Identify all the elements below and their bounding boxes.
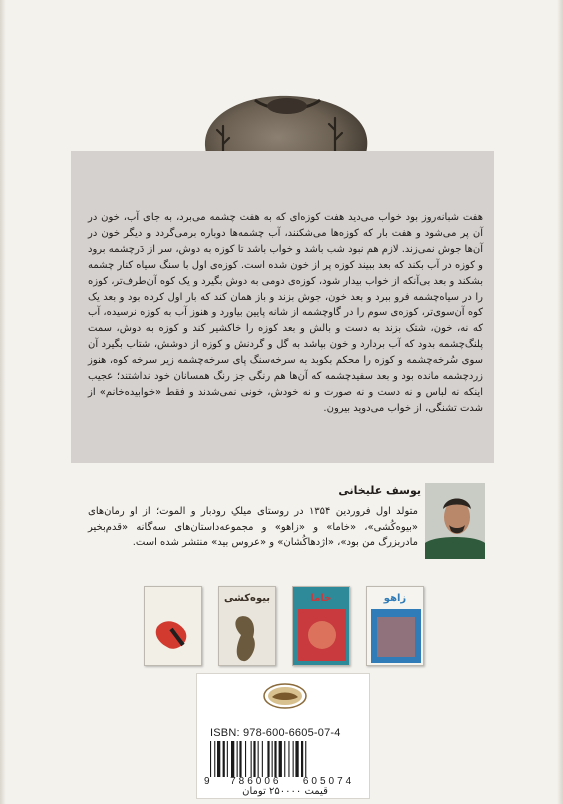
book-title-1: زاهو bbox=[383, 593, 407, 604]
cover-edge-left bbox=[0, 0, 6, 804]
book-title-2: خاما bbox=[310, 593, 332, 604]
author-photo bbox=[425, 483, 485, 559]
synopsis-text: هفت شبانه‌روز بود خواب می‌دید هفت کوزه‌ای که به هفت چشمه می‌برد، به جای آب، خون در آن پر می‌شود و هفت بار که کوزه‌ها می‌شکنند، آب چشمه‌ها دوباره برمی‌گردد و دیگر خون در آن‌ها جوش نمی‌زند. لازم هم نبود شب باشد و خواب باشد تا کوزه به دوش، سر از دَرچشمه برود و کوزه در آب بکند که بعد ببیند کوزه پر از خون شده است. کوزه‌ی اول با سنگ سیاه کنار چشمه بشکند و بعد بی‌آنکه از خواب بیدار شود، کوزه‌ی دومی به دوش بگیرد و یک کوه آن‌طرف‌تر، کوزه را در سیاه‌چشمه فرو ببرد و بعد خون، جوش بزند و باز همان کند که بار اول کرده بود و بعد یک کوه آن‌سوی‌تر، کوزه‌ی سوم را در گاوچشمه از شانه پایین بیاورد و هنوز آب به کوزه نرسیده، آب که نه، خون، شتک بزند به دست و بالش و بعد کوزه را خاکشیر کند و کوزه به دوش، سمت پلنگ‌چشمه بدود که آب بردارد و خون بپاشد به گل و گردنش و کوزه از دوشش، شتاب بگیرد آن سوی سُرخه‌چشمه و کوزه را محکم بکوبد به سرخه‌سنگ پای سرخه‌چشمه زیر سرخه کوه، هنوز زردچشمه مانده بود و بعد سفیدچشمه که آن‌ها هم رنگی جز رنگ همسانان خود نداشتند؛ عجیب اینکه نه لباس و نه دست و نه صورت و نه خودش، خونی نمی‌شدند و فقط «خوابیده‌خانم» از شدت تشنگی، از خواب می‌دوید بیرون. bbox=[87, 212, 483, 414]
author-bio: متولد اول فروردین ۱۳۵۴ در روستای میلکِ رودبار و الموت؛ از او رمان‌های «بیوه‌کُشی»، «خاما» و «زاهو» و مجموعه‌داستان‌های سه‌گانه «قدم‌بخیر مادربزرگ من بود»، «اژدهاکُشان» و «عروس بید» منتشر شده است. bbox=[88, 506, 418, 548]
price-label: قیمت ۲۵۰۰۰۰ تومان bbox=[242, 786, 328, 797]
cover-edge-right bbox=[557, 0, 563, 804]
book-thumb-1 bbox=[366, 586, 424, 666]
author-name: یوسف علیخانی bbox=[338, 484, 421, 497]
book-thumb-2 bbox=[292, 586, 350, 666]
barcode-digit-lead: 9 bbox=[204, 776, 210, 787]
barcode bbox=[206, 741, 360, 777]
barcode-digit-left: 786006 bbox=[230, 776, 282, 787]
book-title-3: بیوه‌کشی bbox=[223, 593, 271, 604]
book-thumb-4 bbox=[144, 586, 202, 666]
book-thumb-3 bbox=[218, 586, 276, 666]
book-thumbnails bbox=[140, 582, 430, 668]
publisher-logo bbox=[262, 681, 308, 711]
barcode-digit-right: 605074 bbox=[302, 776, 355, 787]
isbn-text: ISBN: 978-600-6605-07-4 bbox=[210, 727, 341, 739]
